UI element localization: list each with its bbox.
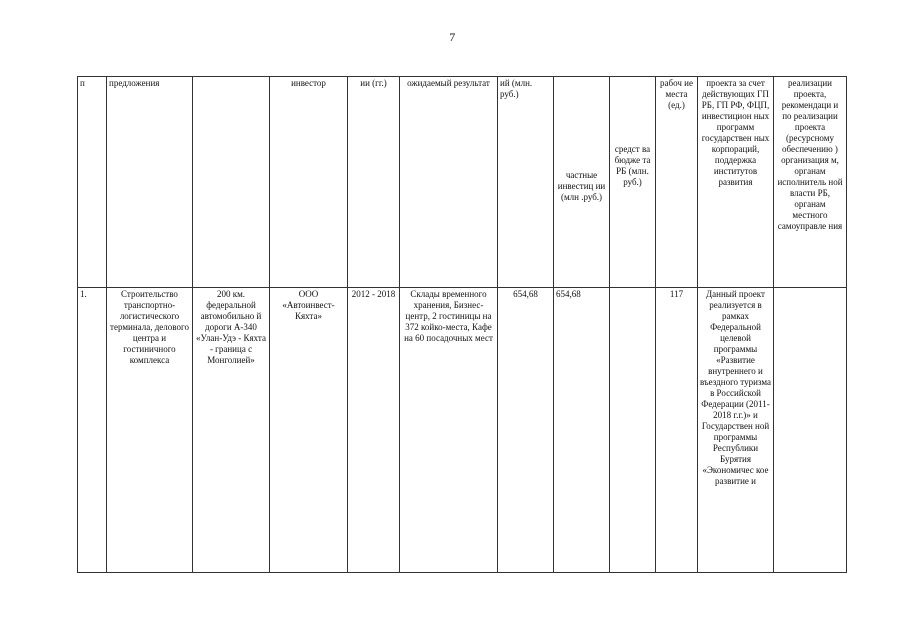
row-result: Склады временного хранения, Бизнес-центр, 2 гостиницы на 372 койко-места, Кафе на 60 посадочных мест bbox=[400, 288, 498, 573]
row-period: 2012 - 2018 bbox=[348, 288, 400, 573]
row-programs-text: Данный проект реализуется в рамках Федеральной целевой программы «Развитие внутреннего и въездного туризма в Российской Федерации (2011-2018 г.г.)» и Государствен ной программы Республики Бурятия «Экономичес кое развитие и bbox=[700, 289, 771, 486]
header-cell-name: предложения bbox=[107, 77, 193, 288]
header-cell-proposals: реализации проекта, рекомендаци и по реализации проекта (ресурсному обеспечению ) организация м, органам исполнитель ной власти РБ, органам местного самоуправле ния bbox=[774, 77, 847, 288]
header-cell-investment: ий (млн. руб.) bbox=[498, 77, 554, 288]
row-proposals bbox=[774, 288, 847, 573]
header-cell-num: п bbox=[78, 77, 107, 288]
header-cell-jobs: рабоч ие места (ед.) bbox=[656, 77, 698, 288]
row-private: 654,68 bbox=[554, 288, 610, 573]
header-private-label: частные инвестиц ии (млн .руб.) bbox=[557, 170, 606, 202]
header-cell-period: ии (гг.) bbox=[348, 77, 400, 288]
row-name: Строительство транспортно-логистического терминала, делового центра и гостиничного комплекса bbox=[107, 288, 193, 573]
table-row bbox=[78, 288, 847, 573]
header-cell-location bbox=[193, 77, 270, 288]
header-budget-label: средст ва бюдже та РБ (млн. руб.) bbox=[614, 144, 651, 187]
row-budget bbox=[610, 288, 656, 573]
row-investment: 654,68 bbox=[498, 288, 554, 573]
row-num: 1. bbox=[78, 288, 107, 573]
header-cell-result: ожидаемый результат bbox=[400, 77, 498, 288]
header-cell-budget bbox=[610, 77, 656, 288]
row-programs bbox=[698, 288, 774, 573]
table-header-row bbox=[78, 77, 847, 288]
row-location: 200 км. федеральной автомобильно й дороги А-340 «Улан-Удэ - Кяхта - граница с Монголией» bbox=[193, 288, 270, 573]
page-number: 7 bbox=[449, 30, 456, 44]
header-cell-programs: проекта за счет действующих ГП РБ, ГП РФ, ФЦП, инвестицион ных программ государствен ных корпораций, поддержка институтов развития bbox=[698, 77, 774, 288]
header-cell-investor: инвестор bbox=[270, 77, 348, 288]
investment-projects-table bbox=[77, 76, 847, 573]
header-cell-private bbox=[554, 77, 610, 288]
row-investor: ООО «Автоинвест-Кяхта» bbox=[270, 288, 348, 573]
row-jobs: 117 bbox=[656, 288, 698, 573]
